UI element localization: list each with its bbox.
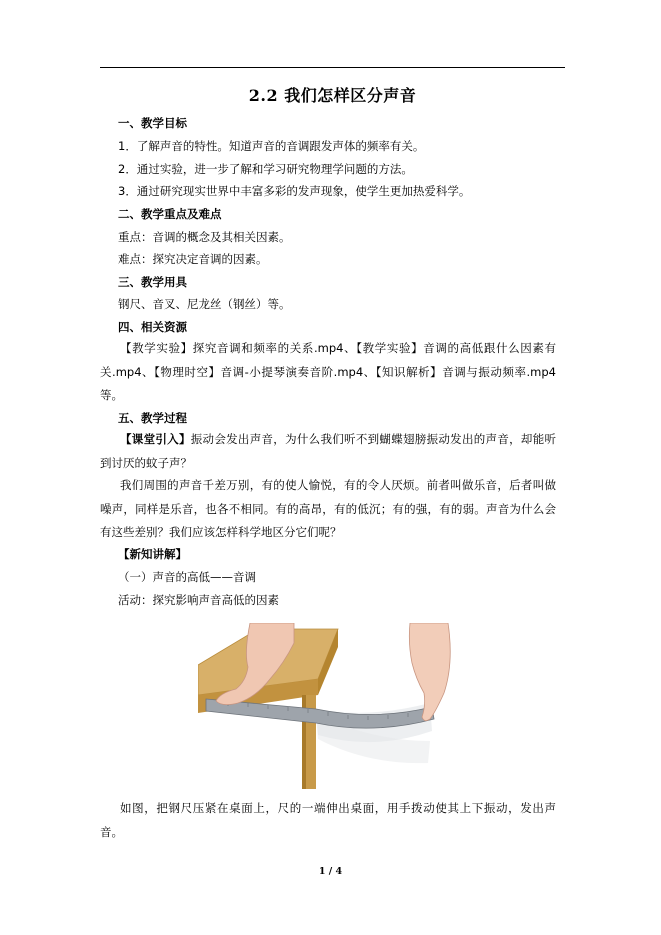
heading-tools: 三、教学用具 [118,275,187,289]
intro-text: 振动会发出声音，为什么我们听不到蝴蝶翅膀振动发出的声音，却能听到讨厌的蚊子声？ [100,432,556,470]
resources-text: 【教学实验】探究音调和频率的关系.mp4、【教学实验】音调的高低跟什么因素有关.mp4、【物理时空】音调-小提琴演奏音阶.mp4、【知识解析】音调与振动频率.mp4等。 [100,341,556,402]
header-rule [100,67,565,68]
heading-process: 五、教学过程 [118,411,187,425]
ruler-on-table-figure [198,623,466,789]
intro-label: 【课堂引入】 [120,432,191,446]
figure-description: 如图，把钢尺压紧在桌面上，尺的一端伸出桌面，用手拨动使其上下振动，发出声音。 [100,801,556,839]
goal-3: 3．通过研究现实世界中丰富多彩的发声现象，使学生更加热爱科学。 [118,184,471,198]
heading-key-points: 二、教学重点及难点 [118,207,222,221]
page-number: 1 / 4 [318,866,343,877]
tools-text: 钢尺、音叉、尼龙丝（钢丝）等。 [118,297,291,311]
new-knowledge-label: 【新知讲解】 [118,547,187,561]
heading-resources: 四、相关资源 [118,320,187,334]
intro-paragraph [100,428,556,475]
goal-2: 2．通过实验，进一步了解和学习研究物理学问题的方法。 [118,162,413,176]
difficult-point: 难点：探究决定音调的因素。 [118,252,268,266]
key-point: 重点：音调的概念及其相关因素。 [118,230,291,244]
paragraph-sounds: 我们周围的声音千差万别，有的使人愉悦，有的令人厌烦。前者叫做乐音，后者叫做噪声，同样是乐音，也各不相同。有的高昂，有的低沉；有的强，有的弱。声音为什么会有这些差别？我们应该怎样科学地区分它们呢？ [100,478,556,539]
heading-goals: 一、教学目标 [118,116,187,130]
page-title: 2.2 我们怎样区分声音 [248,86,417,105]
goal-1: 1．了解声音的特性。知道声音的音调跟发声体的频率有关。 [118,139,425,153]
activity-text: 活动：探究影响声音高低的因素 [118,593,279,607]
subsection-pitch: （一）声音的高低——音调 [118,570,256,584]
